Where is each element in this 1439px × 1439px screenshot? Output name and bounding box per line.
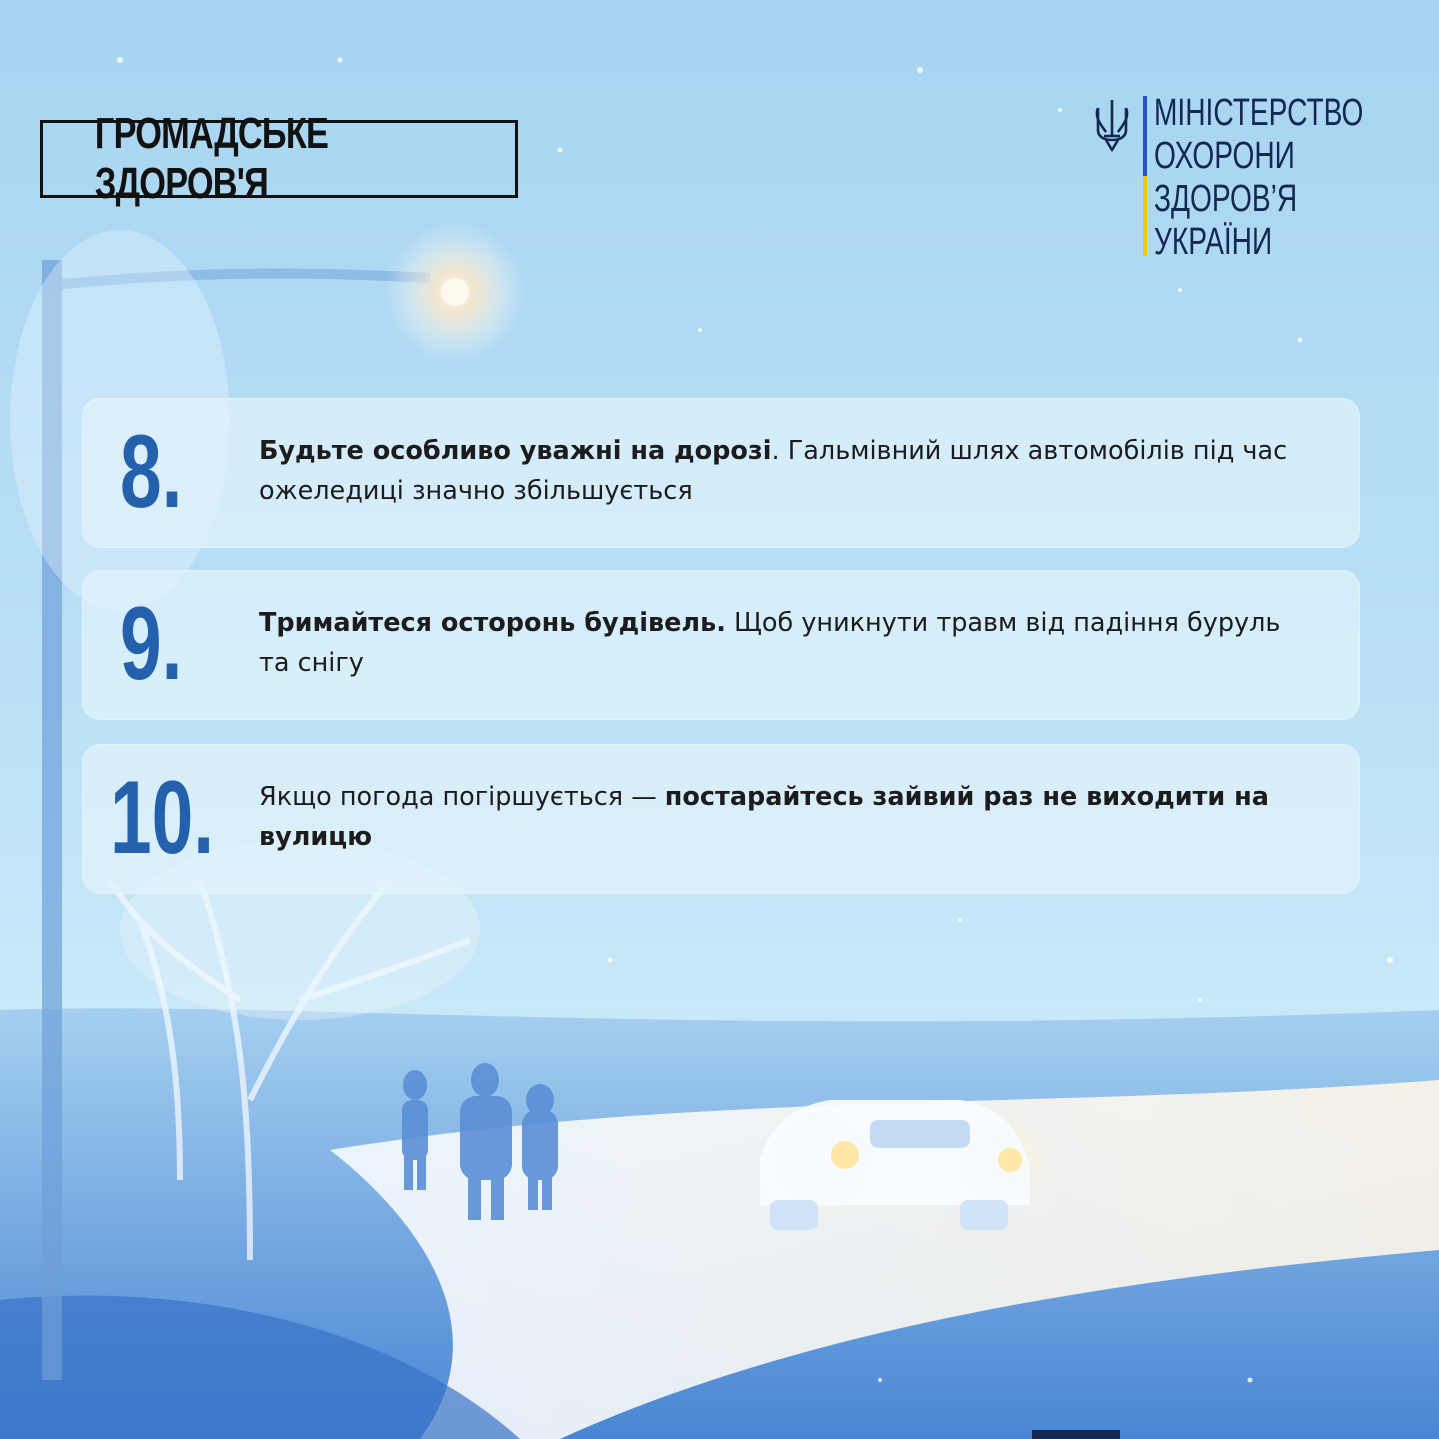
bottom-accent-bar <box>1032 1430 1120 1439</box>
ministry-logo <box>1090 92 1410 262</box>
tip-number: 8. <box>120 414 183 530</box>
tip-card-9 <box>82 570 1360 720</box>
tip-text-regular: Якщо погода погіршується — <box>259 782 665 812</box>
logo-divider-blue <box>1143 96 1147 176</box>
tip-text <box>259 431 1319 511</box>
tip-text-bold: Будьте особливо уважні на дорозі <box>259 436 772 466</box>
tip-text-regular: . Гальмівний шлях автомобілів під час ожеледиці значно збільшується <box>259 436 1288 506</box>
section-label-text: ГРОМАДСЬКЕ ЗДОРОВ'Я <box>94 109 329 208</box>
trident-icon <box>1092 96 1132 156</box>
tip-number: 10. <box>110 760 215 876</box>
tip-card-10 <box>82 744 1360 894</box>
tip-text <box>259 603 1319 683</box>
ministry-name-line: ОХОРОНИ <box>1154 135 1295 177</box>
tip-text-bold: постарайтесь зайвий раз не виходити на вулицю <box>259 782 1269 852</box>
ministry-name-line: МІНІСТЕРСТВО <box>1154 92 1364 134</box>
tip-text <box>259 777 1319 857</box>
logo-divider-yellow <box>1143 176 1147 256</box>
tip-text-bold: Тримайтеся осторонь будівель. <box>259 608 726 638</box>
tip-card-8 <box>82 398 1360 548</box>
ministry-name <box>1154 92 1437 264</box>
tip-text-regular: Щоб уникнути травм від падіння буруль та снігу <box>259 608 1281 678</box>
ministry-name-line: ЗДОРОВ’Я <box>1154 178 1298 220</box>
ministry-name-line: УКРАЇНИ <box>1154 221 1273 263</box>
tip-number: 9. <box>120 586 183 702</box>
section-label <box>40 109 518 208</box>
